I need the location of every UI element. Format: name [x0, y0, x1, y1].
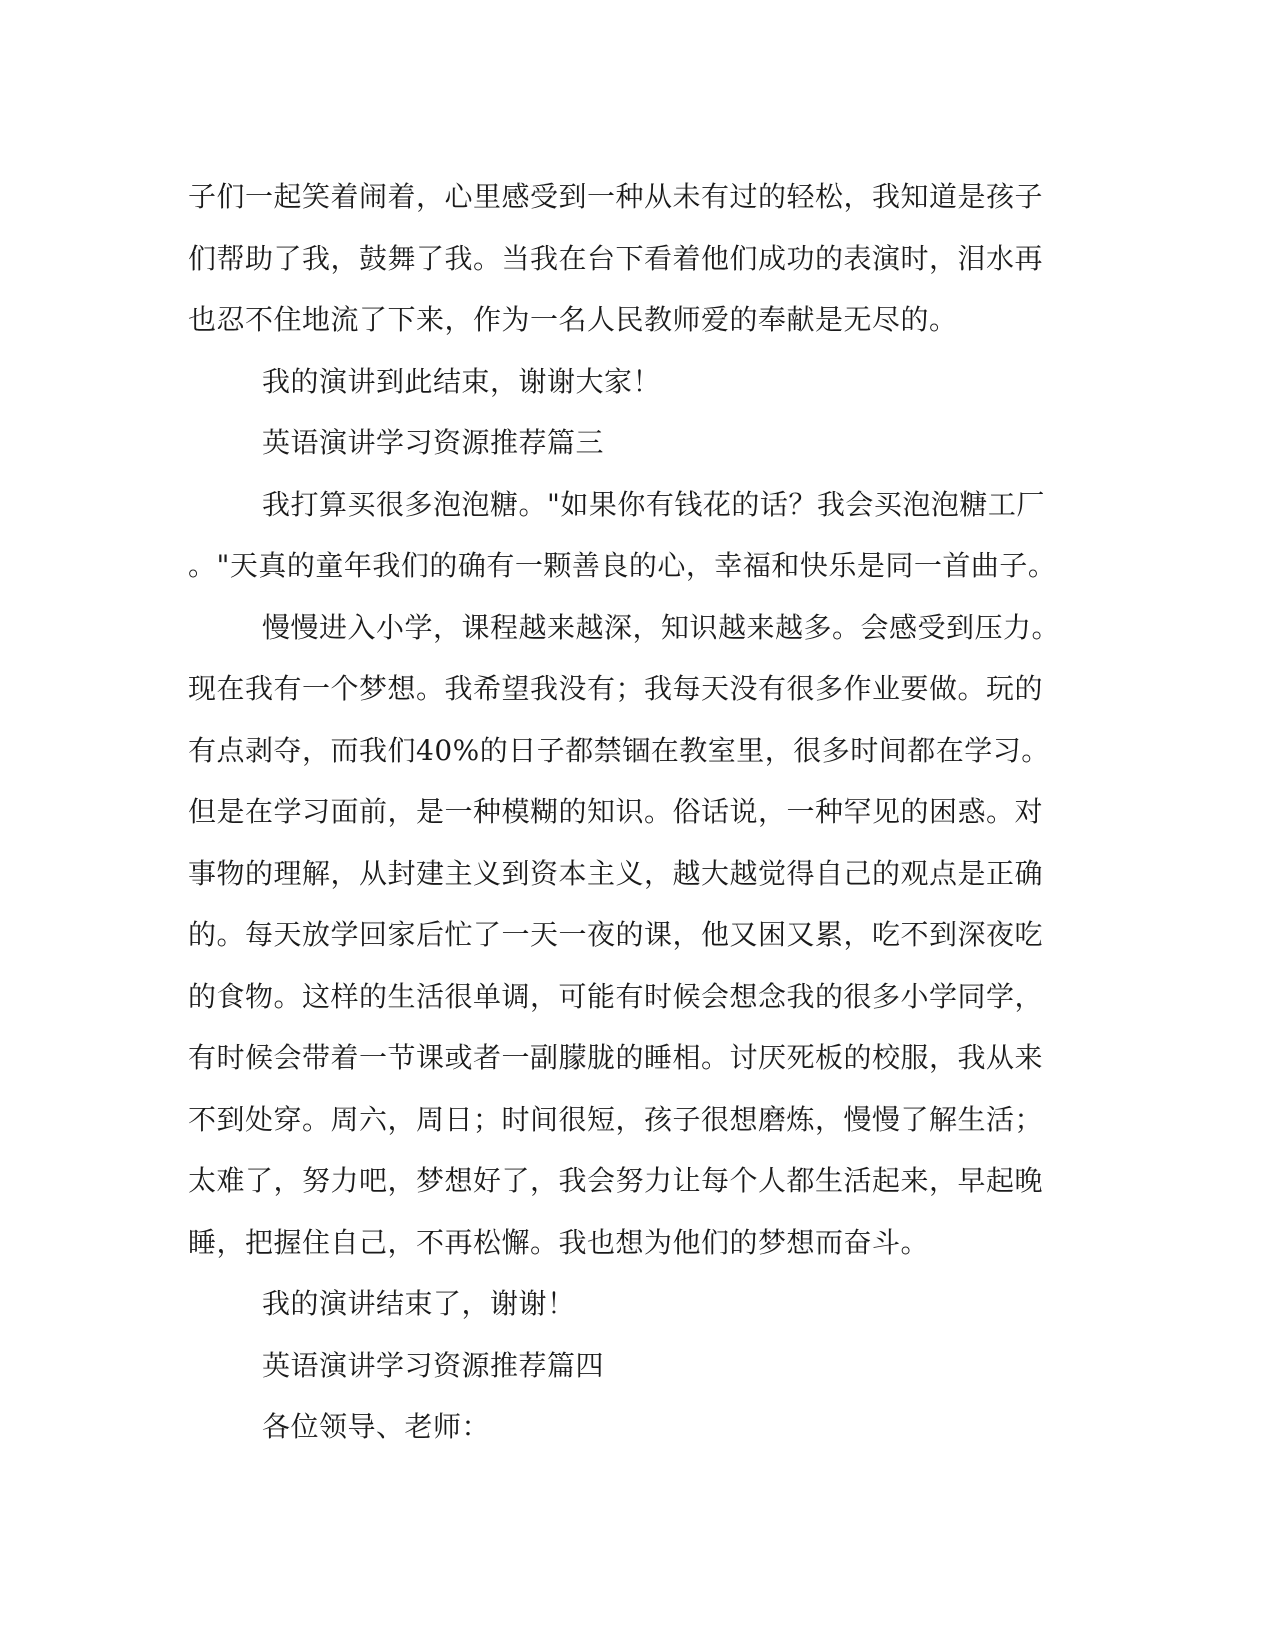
text-line: 各位领导、老师：: [262, 1410, 491, 1443]
text-line: 我的演讲到此结束，谢谢大家！: [262, 364, 662, 398]
section-heading: 英语演讲学习资源推荐篇四: [262, 1348, 605, 1382]
text-line: 现在我有一个梦想。我希望我没有；我每天没有很多作业要做。玩的: [188, 672, 1044, 705]
text-line: 事物的理解，从封建主义到资本主义，越大越觉得自己的观点是正确: [188, 856, 1044, 890]
text-line: 但是在学习面前，是一种模糊的知识。俗话说，一种罕见的困惑。对: [188, 795, 1044, 828]
text-line: 有点剥夺，而我们40%的日子都禁锢在教室里，很多时间都在学习。: [188, 733, 1050, 767]
document-body: [188, 166, 1061, 1458]
section-heading: 英语演讲学习资源推荐篇三: [262, 426, 605, 459]
text-line: 我打算买很多泡泡糖。"如果你有钱花的话？我会买泡泡糖工厂: [262, 487, 1045, 521]
text-line: 也忍不住地流了下来，作为一名人民教师爱的奉献是无尽的。: [188, 303, 958, 336]
text-line: 。"天真的童年我们的确有一颗善良的心，幸福和快乐是同一首曲子。: [188, 549, 1057, 582]
text-line: 子们一起笑着闹着，心里感受到一种从未有过的轻松，我知道是孩子: [188, 180, 1044, 213]
text-line: 睡，把握住自己，不再松懈。我也想为他们的梦想而奋斗。: [188, 1225, 930, 1259]
text-line: 有时候会带着一节课或者一副朦胧的睡相。讨厌死板的校服，我从来: [188, 1041, 1044, 1074]
text-line: 的食物。这样的生活很单调，可能有时候会想念我的很多小学同学，: [188, 979, 1044, 1013]
text-line: 太难了，努力吧，梦想好了，我会努力让每个人都生活起来，早起晚: [188, 1164, 1044, 1197]
text-line: 我的演讲结束了，谢谢！: [262, 1287, 576, 1320]
text-line: 的。每天放学回家后忙了一天一夜的课，他又困又累，吃不到深夜吃: [188, 918, 1044, 951]
text-line: 们帮助了我，鼓舞了我。当我在台下看着他们成功的表演时，泪水再: [188, 241, 1044, 275]
text-line: 慢慢进入小学，课程越来越深，知识越来越多。会感受到压力。: [262, 610, 1061, 644]
text-line: 不到处穿。周六，周日；时间很短，孩子很想磨炼，慢慢了解生活；: [188, 1102, 1044, 1136]
